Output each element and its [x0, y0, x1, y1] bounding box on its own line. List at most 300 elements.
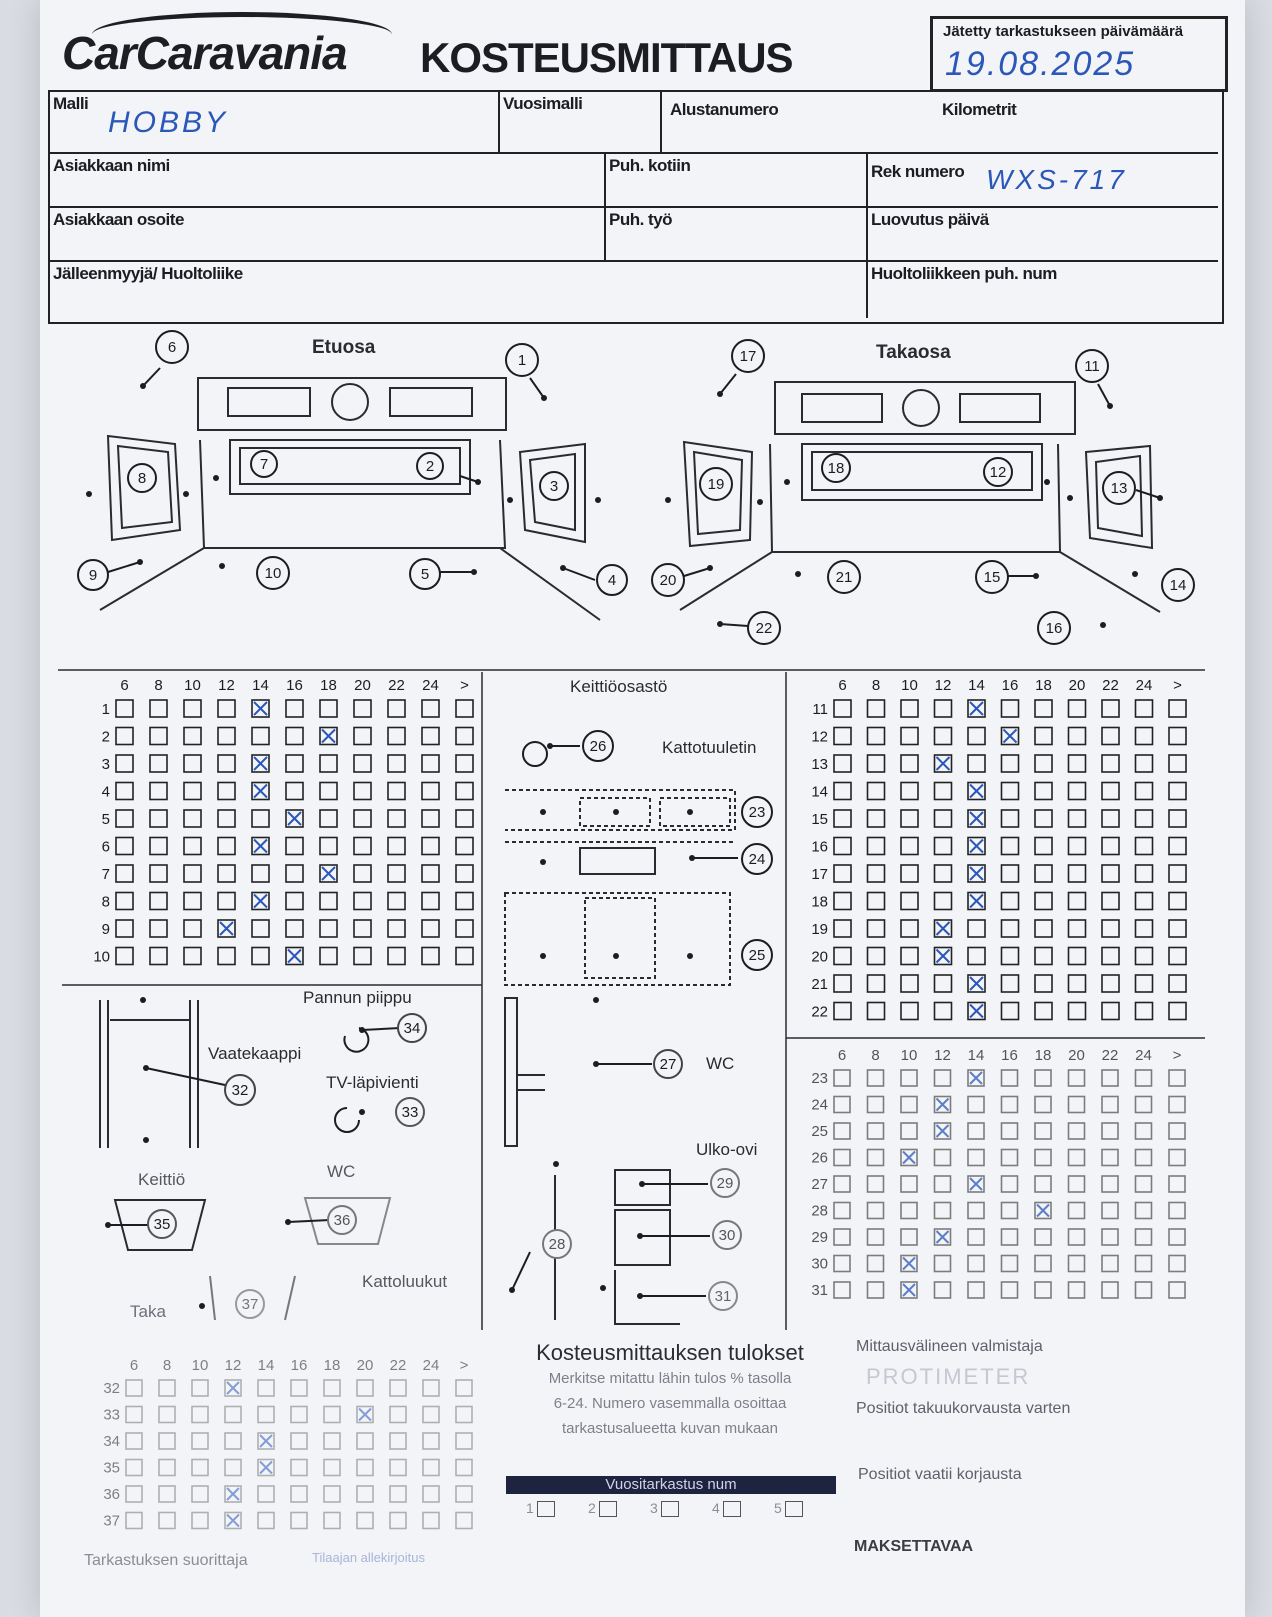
grid-checkbox[interactable]	[901, 975, 918, 992]
grid-checkbox[interactable]	[901, 920, 918, 937]
grid-checkbox[interactable]	[218, 783, 235, 800]
grid-checkbox[interactable]	[901, 700, 918, 717]
grid-checkbox[interactable]	[422, 728, 439, 745]
grid-checkbox[interactable]	[1102, 728, 1119, 745]
grid-checkbox[interactable]	[1035, 1176, 1051, 1192]
grid-checkbox[interactable]	[116, 920, 133, 937]
grid-checkbox[interactable]	[456, 1380, 472, 1396]
grid-checkbox[interactable]	[834, 1003, 851, 1020]
grid-checkbox[interactable]	[1136, 975, 1153, 992]
grid-checkbox[interactable]	[192, 1513, 208, 1529]
grid-checkbox[interactable]	[388, 920, 405, 937]
grid-checkbox[interactable]	[1002, 1282, 1018, 1298]
grid-checkbox[interactable]	[1069, 1097, 1085, 1113]
grid-checkbox[interactable]	[1136, 728, 1153, 745]
grid-checkbox[interactable]	[252, 810, 269, 827]
grid-checkbox[interactable]	[150, 838, 167, 855]
grid-checkbox[interactable]	[1169, 1203, 1185, 1219]
grid-checkbox[interactable]	[1069, 1282, 1085, 1298]
grid-checkbox[interactable]	[1035, 1150, 1051, 1166]
grid-checkbox[interactable]	[1102, 1256, 1118, 1272]
grid-checkbox[interactable]	[1169, 865, 1186, 882]
grid-checkbox[interactable]	[868, 1150, 884, 1166]
grid-checkbox[interactable]	[390, 1433, 406, 1449]
grid-checkbox[interactable]	[935, 783, 952, 800]
grid-checkbox[interactable]	[935, 1203, 951, 1219]
grid-checkbox[interactable]	[159, 1433, 175, 1449]
grid-checkbox[interactable]	[320, 810, 337, 827]
grid-checkbox[interactable]	[225, 1433, 241, 1449]
grid-checkbox[interactable]	[1002, 1203, 1018, 1219]
grid-checkbox[interactable]	[968, 1123, 984, 1139]
grid-checkbox[interactable]	[1169, 755, 1186, 772]
grid-checkbox[interactable]	[1102, 838, 1119, 855]
grid-checkbox[interactable]	[1069, 810, 1086, 827]
grid-checkbox[interactable]	[1169, 728, 1186, 745]
grid-checkbox[interactable]	[192, 1486, 208, 1502]
grid-checkbox[interactable]	[935, 1282, 951, 1298]
grid-checkbox[interactable]	[1002, 1123, 1018, 1139]
grid-checkbox[interactable]	[422, 783, 439, 800]
grid-checkbox[interactable]	[901, 865, 918, 882]
grid-checkbox[interactable]	[834, 1203, 850, 1219]
grid-checkbox[interactable]	[390, 1460, 406, 1476]
grid-checkbox[interactable]	[184, 755, 201, 772]
grid-checkbox[interactable]	[868, 838, 885, 855]
grid-checkbox[interactable]	[390, 1486, 406, 1502]
grid-checkbox[interactable]	[1002, 1176, 1018, 1192]
grid-checkbox[interactable]	[834, 948, 851, 965]
grid-checkbox[interactable]	[834, 865, 851, 882]
year-box-1[interactable]: 1	[526, 1500, 555, 1517]
grid-checkbox[interactable]	[901, 1003, 918, 1020]
grid-checkbox[interactable]	[388, 865, 405, 882]
grid-checkbox[interactable]	[1002, 1003, 1019, 1020]
grid-checkbox[interactable]	[1169, 893, 1186, 910]
grid-checkbox[interactable]	[286, 838, 303, 855]
grid-checkbox[interactable]	[1069, 1070, 1085, 1086]
grid-checkbox[interactable]	[868, 1003, 885, 1020]
grid-checkbox[interactable]	[1102, 920, 1119, 937]
grid-checkbox[interactable]	[218, 728, 235, 745]
grid-checkbox[interactable]	[1035, 728, 1052, 745]
grid-checkbox[interactable]	[901, 755, 918, 772]
grid-checkbox[interactable]	[935, 865, 952, 882]
grid-checkbox[interactable]	[354, 920, 371, 937]
grid-checkbox[interactable]	[456, 783, 473, 800]
grid-checkbox[interactable]	[184, 893, 201, 910]
year-box-3[interactable]: 3	[650, 1500, 679, 1517]
grid-checkbox[interactable]	[935, 810, 952, 827]
grid-checkbox[interactable]	[1035, 1229, 1051, 1245]
grid-checkbox[interactable]	[1169, 1003, 1186, 1020]
grid-checkbox[interactable]	[456, 1486, 472, 1502]
grid-checkbox[interactable]	[968, 1229, 984, 1245]
grid-checkbox[interactable]	[116, 728, 133, 745]
grid-checkbox[interactable]	[150, 700, 167, 717]
grid-checkbox[interactable]	[1136, 920, 1153, 937]
grid-checkbox[interactable]	[968, 948, 985, 965]
grid-checkbox[interactable]	[935, 700, 952, 717]
grid-checkbox[interactable]	[324, 1407, 340, 1423]
grid-checkbox[interactable]	[456, 700, 473, 717]
grid-checkbox[interactable]	[968, 1203, 984, 1219]
grid-checkbox[interactable]	[126, 1407, 142, 1423]
grid-checkbox[interactable]	[354, 838, 371, 855]
grid-checkbox[interactable]	[422, 920, 439, 937]
grid-checkbox[interactable]	[192, 1407, 208, 1423]
grid-checkbox[interactable]	[1002, 810, 1019, 827]
grid-checkbox[interactable]	[357, 1433, 373, 1449]
grid-checkbox[interactable]	[1002, 838, 1019, 855]
grid-checkbox[interactable]	[868, 1123, 884, 1139]
grid-checkbox[interactable]	[1035, 1097, 1051, 1113]
grid-checkbox[interactable]	[834, 1229, 850, 1245]
grid-checkbox[interactable]	[834, 1150, 850, 1166]
grid-checkbox[interactable]	[1002, 948, 1019, 965]
grid-checkbox[interactable]	[1102, 865, 1119, 882]
grid-checkbox[interactable]	[320, 783, 337, 800]
grid-checkbox[interactable]	[354, 948, 371, 965]
grid-checkbox[interactable]	[1136, 948, 1153, 965]
grid-checkbox[interactable]	[390, 1407, 406, 1423]
grid-checkbox[interactable]	[834, 1070, 850, 1086]
grid-checkbox[interactable]	[184, 838, 201, 855]
grid-checkbox[interactable]	[456, 838, 473, 855]
grid-checkbox[interactable]	[357, 1513, 373, 1529]
grid-checkbox[interactable]	[354, 755, 371, 772]
grid-checkbox[interactable]	[354, 783, 371, 800]
grid-checkbox[interactable]	[868, 755, 885, 772]
grid-checkbox[interactable]	[1136, 1070, 1152, 1086]
grid-checkbox[interactable]	[1169, 920, 1186, 937]
grid-checkbox[interactable]	[1069, 1229, 1085, 1245]
grid-checkbox[interactable]	[834, 1256, 850, 1272]
grid-checkbox[interactable]	[456, 1433, 472, 1449]
grid-checkbox[interactable]	[935, 1070, 951, 1086]
grid-checkbox[interactable]	[320, 755, 337, 772]
grid-checkbox[interactable]	[184, 783, 201, 800]
grid-checkbox[interactable]	[116, 865, 133, 882]
grid-checkbox[interactable]	[150, 920, 167, 937]
grid-checkbox[interactable]	[834, 700, 851, 717]
grid-checkbox[interactable]	[423, 1380, 439, 1396]
grid-checkbox[interactable]	[1102, 1150, 1118, 1166]
grid-checkbox[interactable]	[150, 728, 167, 745]
grid-checkbox[interactable]	[1069, 920, 1086, 937]
grid-checkbox[interactable]	[834, 920, 851, 937]
grid-checkbox[interactable]	[388, 810, 405, 827]
grid-checkbox[interactable]	[968, 728, 985, 745]
grid-checkbox[interactable]	[935, 1256, 951, 1272]
grid-checkbox[interactable]	[1069, 755, 1086, 772]
grid-checkbox[interactable]	[1035, 1282, 1051, 1298]
grid-checkbox[interactable]	[1035, 1003, 1052, 1020]
grid-checkbox[interactable]	[834, 1282, 850, 1298]
grid-checkbox[interactable]	[258, 1513, 274, 1529]
grid-checkbox[interactable]	[1069, 728, 1086, 745]
grid-checkbox[interactable]	[357, 1380, 373, 1396]
grid-checkbox[interactable]	[935, 975, 952, 992]
grid-checkbox[interactable]	[1136, 893, 1153, 910]
grid-checkbox[interactable]	[126, 1460, 142, 1476]
grid-checkbox[interactable]	[1102, 893, 1119, 910]
grid-checkbox[interactable]	[1002, 700, 1019, 717]
grid-checkbox[interactable]	[324, 1380, 340, 1396]
grid-checkbox[interactable]	[1136, 1203, 1152, 1219]
grid-checkbox[interactable]	[1069, 1176, 1085, 1192]
grid-checkbox[interactable]	[422, 755, 439, 772]
grid-checkbox[interactable]	[935, 838, 952, 855]
grid-checkbox[interactable]	[1035, 948, 1052, 965]
grid-checkbox[interactable]	[1035, 810, 1052, 827]
grid-checkbox[interactable]	[901, 783, 918, 800]
grid-checkbox[interactable]	[388, 893, 405, 910]
grid-checkbox[interactable]	[1002, 975, 1019, 992]
grid-checkbox[interactable]	[150, 893, 167, 910]
grid-checkbox[interactable]	[218, 838, 235, 855]
grid-checkbox[interactable]	[1169, 783, 1186, 800]
grid-checkbox[interactable]	[868, 1203, 884, 1219]
grid-checkbox[interactable]	[1069, 700, 1086, 717]
grid-checkbox[interactable]	[150, 948, 167, 965]
grid-checkbox[interactable]	[324, 1433, 340, 1449]
grid-checkbox[interactable]	[834, 783, 851, 800]
grid-checkbox[interactable]	[388, 783, 405, 800]
grid-checkbox[interactable]	[1169, 975, 1186, 992]
grid-checkbox[interactable]	[935, 728, 952, 745]
grid-checkbox[interactable]	[1102, 1176, 1118, 1192]
grid-checkbox[interactable]	[834, 838, 851, 855]
grid-checkbox[interactable]	[868, 1070, 884, 1086]
grid-checkbox[interactable]	[252, 728, 269, 745]
grid-checkbox[interactable]	[1169, 1070, 1185, 1086]
grid-checkbox[interactable]	[901, 838, 918, 855]
grid-checkbox[interactable]	[868, 1256, 884, 1272]
grid-checkbox[interactable]	[834, 728, 851, 745]
grid-checkbox[interactable]	[901, 1123, 917, 1139]
grid-checkbox[interactable]	[834, 975, 851, 992]
grid-checkbox[interactable]	[1102, 1229, 1118, 1245]
grid-checkbox[interactable]	[868, 948, 885, 965]
grid-checkbox[interactable]	[901, 893, 918, 910]
grid-checkbox[interactable]	[868, 783, 885, 800]
grid-checkbox[interactable]	[1136, 1097, 1152, 1113]
grid-checkbox[interactable]	[390, 1513, 406, 1529]
grid-checkbox[interactable]	[1102, 700, 1119, 717]
grid-checkbox[interactable]	[184, 810, 201, 827]
grid-checkbox[interactable]	[159, 1486, 175, 1502]
grid-checkbox[interactable]	[1136, 838, 1153, 855]
grid-checkbox[interactable]	[423, 1407, 439, 1423]
grid-checkbox[interactable]	[184, 865, 201, 882]
grid-checkbox[interactable]	[184, 700, 201, 717]
grid-checkbox[interactable]	[1136, 1282, 1152, 1298]
grid-checkbox[interactable]	[1069, 893, 1086, 910]
grid-checkbox[interactable]	[116, 838, 133, 855]
grid-checkbox[interactable]	[1102, 948, 1119, 965]
grid-checkbox[interactable]	[1035, 838, 1052, 855]
grid-checkbox[interactable]	[1169, 1256, 1185, 1272]
grid-checkbox[interactable]	[1069, 1123, 1085, 1139]
grid-checkbox[interactable]	[868, 1176, 884, 1192]
grid-checkbox[interactable]	[456, 728, 473, 745]
grid-checkbox[interactable]	[1102, 810, 1119, 827]
grid-checkbox[interactable]	[1102, 1203, 1118, 1219]
grid-checkbox[interactable]	[357, 1460, 373, 1476]
grid-checkbox[interactable]	[422, 865, 439, 882]
grid-checkbox[interactable]	[1002, 920, 1019, 937]
grid-checkbox[interactable]	[1102, 755, 1119, 772]
grid-checkbox[interactable]	[901, 1070, 917, 1086]
grid-checkbox[interactable]	[1069, 1003, 1086, 1020]
grid-checkbox[interactable]	[968, 1256, 984, 1272]
grid-checkbox[interactable]	[286, 893, 303, 910]
grid-checkbox[interactable]	[388, 838, 405, 855]
grid-checkbox[interactable]	[456, 1513, 472, 1529]
grid-checkbox[interactable]	[1102, 1070, 1118, 1086]
grid-checkbox[interactable]	[456, 755, 473, 772]
grid-checkbox[interactable]	[126, 1380, 142, 1396]
grid-checkbox[interactable]	[286, 700, 303, 717]
grid-checkbox[interactable]	[1035, 755, 1052, 772]
grid-checkbox[interactable]	[159, 1380, 175, 1396]
grid-checkbox[interactable]	[390, 1380, 406, 1396]
grid-checkbox[interactable]	[126, 1513, 142, 1529]
grid-checkbox[interactable]	[159, 1407, 175, 1423]
grid-checkbox[interactable]	[456, 920, 473, 937]
grid-checkbox[interactable]	[1136, 1150, 1152, 1166]
grid-checkbox[interactable]	[1136, 1229, 1152, 1245]
grid-checkbox[interactable]	[1002, 1256, 1018, 1272]
grid-checkbox[interactable]	[1169, 1176, 1185, 1192]
grid-checkbox[interactable]	[1136, 783, 1153, 800]
grid-checkbox[interactable]	[1035, 1256, 1051, 1272]
grid-checkbox[interactable]	[1136, 865, 1153, 882]
grid-checkbox[interactable]	[192, 1433, 208, 1449]
grid-checkbox[interactable]	[218, 948, 235, 965]
grid-checkbox[interactable]	[150, 810, 167, 827]
grid-checkbox[interactable]	[1102, 783, 1119, 800]
grid-checkbox[interactable]	[1169, 700, 1186, 717]
grid-checkbox[interactable]	[252, 948, 269, 965]
grid-checkbox[interactable]	[1136, 700, 1153, 717]
grid-checkbox[interactable]	[1035, 975, 1052, 992]
grid-checkbox[interactable]	[1169, 1229, 1185, 1245]
grid-checkbox[interactable]	[1169, 948, 1186, 965]
grid-checkbox[interactable]	[218, 700, 235, 717]
grid-checkbox[interactable]	[1102, 1003, 1119, 1020]
grid-checkbox[interactable]	[834, 1176, 850, 1192]
grid-checkbox[interactable]	[834, 755, 851, 772]
grid-checkbox[interactable]	[968, 1282, 984, 1298]
grid-checkbox[interactable]	[901, 1229, 917, 1245]
grid-checkbox[interactable]	[354, 893, 371, 910]
grid-checkbox[interactable]	[422, 838, 439, 855]
grid-checkbox[interactable]	[1002, 755, 1019, 772]
grid-checkbox[interactable]	[1136, 1256, 1152, 1272]
grid-checkbox[interactable]	[116, 783, 133, 800]
grid-checkbox[interactable]	[354, 865, 371, 882]
grid-checkbox[interactable]	[1169, 1097, 1185, 1113]
grid-checkbox[interactable]	[184, 920, 201, 937]
grid-checkbox[interactable]	[423, 1513, 439, 1529]
grid-checkbox[interactable]	[126, 1433, 142, 1449]
grid-checkbox[interactable]	[225, 1460, 241, 1476]
grid-checkbox[interactable]	[1002, 783, 1019, 800]
grid-checkbox[interactable]	[286, 783, 303, 800]
grid-checkbox[interactable]	[1035, 783, 1052, 800]
grid-checkbox[interactable]	[456, 810, 473, 827]
grid-checkbox[interactable]	[1169, 1150, 1185, 1166]
year-box-4[interactable]: 4	[712, 1500, 741, 1517]
grid-checkbox[interactable]	[868, 700, 885, 717]
grid-checkbox[interactable]	[1002, 1150, 1018, 1166]
grid-checkbox[interactable]	[320, 948, 337, 965]
grid-checkbox[interactable]	[291, 1513, 307, 1529]
grid-checkbox[interactable]	[456, 948, 473, 965]
grid-checkbox[interactable]	[456, 1407, 472, 1423]
grid-checkbox[interactable]	[868, 728, 885, 745]
grid-checkbox[interactable]	[1169, 838, 1186, 855]
grid-checkbox[interactable]	[1035, 1123, 1051, 1139]
grid-checkbox[interactable]	[422, 700, 439, 717]
grid-checkbox[interactable]	[1136, 810, 1153, 827]
grid-checkbox[interactable]	[116, 948, 133, 965]
grid-checkbox[interactable]	[1002, 893, 1019, 910]
grid-checkbox[interactable]	[324, 1513, 340, 1529]
grid-checkbox[interactable]	[1102, 1282, 1118, 1298]
grid-checkbox[interactable]	[258, 1407, 274, 1423]
grid-checkbox[interactable]	[320, 700, 337, 717]
grid-checkbox[interactable]	[116, 893, 133, 910]
grid-checkbox[interactable]	[258, 1486, 274, 1502]
grid-checkbox[interactable]	[354, 728, 371, 745]
grid-checkbox[interactable]	[150, 783, 167, 800]
grid-checkbox[interactable]	[1069, 783, 1086, 800]
grid-checkbox[interactable]	[252, 865, 269, 882]
grid-checkbox[interactable]	[868, 810, 885, 827]
grid-checkbox[interactable]	[834, 1123, 850, 1139]
grid-checkbox[interactable]	[1069, 975, 1086, 992]
grid-checkbox[interactable]	[354, 810, 371, 827]
grid-checkbox[interactable]	[291, 1433, 307, 1449]
grid-checkbox[interactable]	[1002, 1229, 1018, 1245]
grid-checkbox[interactable]	[868, 1097, 884, 1113]
grid-checkbox[interactable]	[1035, 920, 1052, 937]
grid-checkbox[interactable]	[901, 1203, 917, 1219]
grid-checkbox[interactable]	[1035, 865, 1052, 882]
grid-checkbox[interactable]	[1069, 1256, 1085, 1272]
grid-checkbox[interactable]	[1035, 700, 1052, 717]
grid-checkbox[interactable]	[291, 1380, 307, 1396]
grid-checkbox[interactable]	[968, 1097, 984, 1113]
grid-checkbox[interactable]	[868, 865, 885, 882]
grid-checkbox[interactable]	[1169, 810, 1186, 827]
year-box-2[interactable]: 2	[588, 1500, 617, 1517]
grid-checkbox[interactable]	[456, 865, 473, 882]
grid-checkbox[interactable]	[357, 1486, 373, 1502]
grid-checkbox[interactable]	[834, 810, 851, 827]
grid-checkbox[interactable]	[1102, 975, 1119, 992]
grid-checkbox[interactable]	[218, 865, 235, 882]
grid-checkbox[interactable]	[116, 700, 133, 717]
grid-checkbox[interactable]	[901, 728, 918, 745]
grid-checkbox[interactable]	[901, 1097, 917, 1113]
grid-checkbox[interactable]	[968, 1150, 984, 1166]
grid-checkbox[interactable]	[968, 755, 985, 772]
grid-checkbox[interactable]	[935, 1150, 951, 1166]
